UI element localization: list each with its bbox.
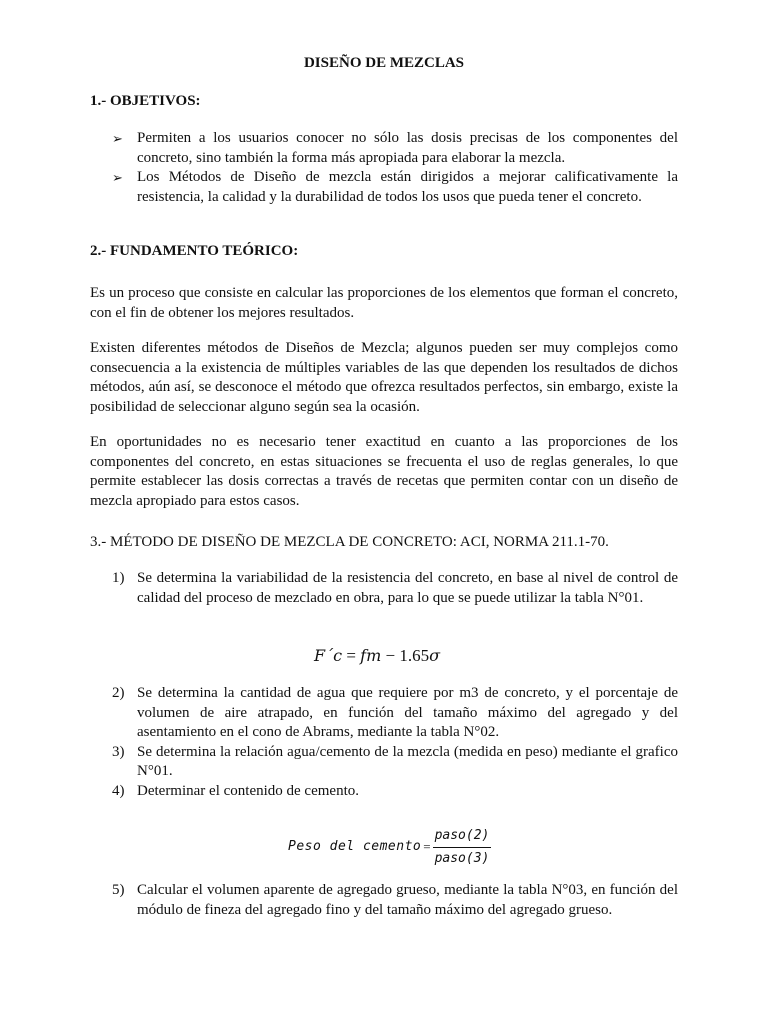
paragraph: Es un proceso que consiste en calcular las proporciones de los elementos que forman el concreto, con el fin de obtener los mejores resultados. (90, 285, 678, 321)
paragraph: Existen diferentes métodos de Diseños de Mezcla; algunos pueden ser muy complejos como consecuencia a la existencia de múltiples variables de las que dependen los resultados de dichos métodos, aún así, se desconoce el método que ofrezca resultados perfectos, sin embargo, existe la posibilidad de seleccionar alguno según sea la ocasión. (90, 340, 678, 415)
section-heading-objetivos: 1.- OBJETIVOS: (90, 93, 201, 109)
list-item: ➢ Permiten a los usuarios conocer no sólo las dosis precisas de los componentes del concreto, sino también la forma más apropiada para elaborar la mezcla. (112, 130, 678, 166)
arrow-bullet-icon: ➢ (112, 170, 123, 185)
steps-list (112, 569, 678, 608)
formula-resistencia: F´c = fm − 1.65σ (314, 646, 441, 665)
list-item: 5) Calcular el volumen aparente de agregado grueso, mediante la tabla N°03, en función del módulo de fineza del agregado fino y del tamaño máximo del agregado grueso. (112, 882, 678, 918)
steps-list (112, 684, 678, 801)
section-heading-fundamento: 2.- FUNDAMENTO TEÓRICO: (90, 243, 299, 259)
list-item: 4) Determinar el contenido de cemento. (112, 782, 359, 799)
list-item: ➢ Los Métodos de Diseño de mezcla están dirigidos a mejorar calificativamente la resistencia, la calidad y la durabilidad de todos los usos que pueda tener el concreto. (112, 169, 678, 205)
list-item: 2) Se determina la cantidad de agua que requiere por m3 de concreto, y el porcentaje de volumen de aire atrapado, en función del tamaño máximo del agregado y del asentamiento en el cono de Abrams, mediante la tabla N°02. (112, 685, 678, 740)
document-title: DISEÑO DE MEZCLAS (303, 55, 465, 71)
fraction: $\frac{\text{paso(2)}}{\text{paso(3)}}$ (434, 828, 490, 866)
steps-list (112, 881, 678, 920)
formula-cemento: Peso del cemento= $\frac{\text{paso(2)}}{\text{paso(3)}}$ (288, 826, 491, 868)
list-item: 1) Se determina la variabilidad de la resistencia del concreto, en base al nivel de control de calidad del proceso de mezclado en obra, para lo que se puede utilizar la tabla N°01. (112, 570, 678, 606)
list-item: 3) Se determina la relación agua/cemento de la mezcla (medida en peso) mediante el grafico N°01. (112, 743, 678, 779)
objectives-list (112, 129, 678, 207)
section-heading-metodo: 3.- MÉTODO DE DISEÑO DE MEZCLA DE CONCRETO: ACI, NORMA 211.1-70. (90, 534, 609, 550)
paragraph: En oportunidades no es necesario tener exactitud en cuanto a las proporciones de los componentes del concreto, en estas situaciones se frecuenta el uso de reglas generales, lo que permite establecer las dosis correctas a través de recetas que permiten contar con un diseño de mezcla apropiado para estos casos. (90, 434, 678, 509)
arrow-bullet-icon: ➢ (112, 131, 123, 146)
